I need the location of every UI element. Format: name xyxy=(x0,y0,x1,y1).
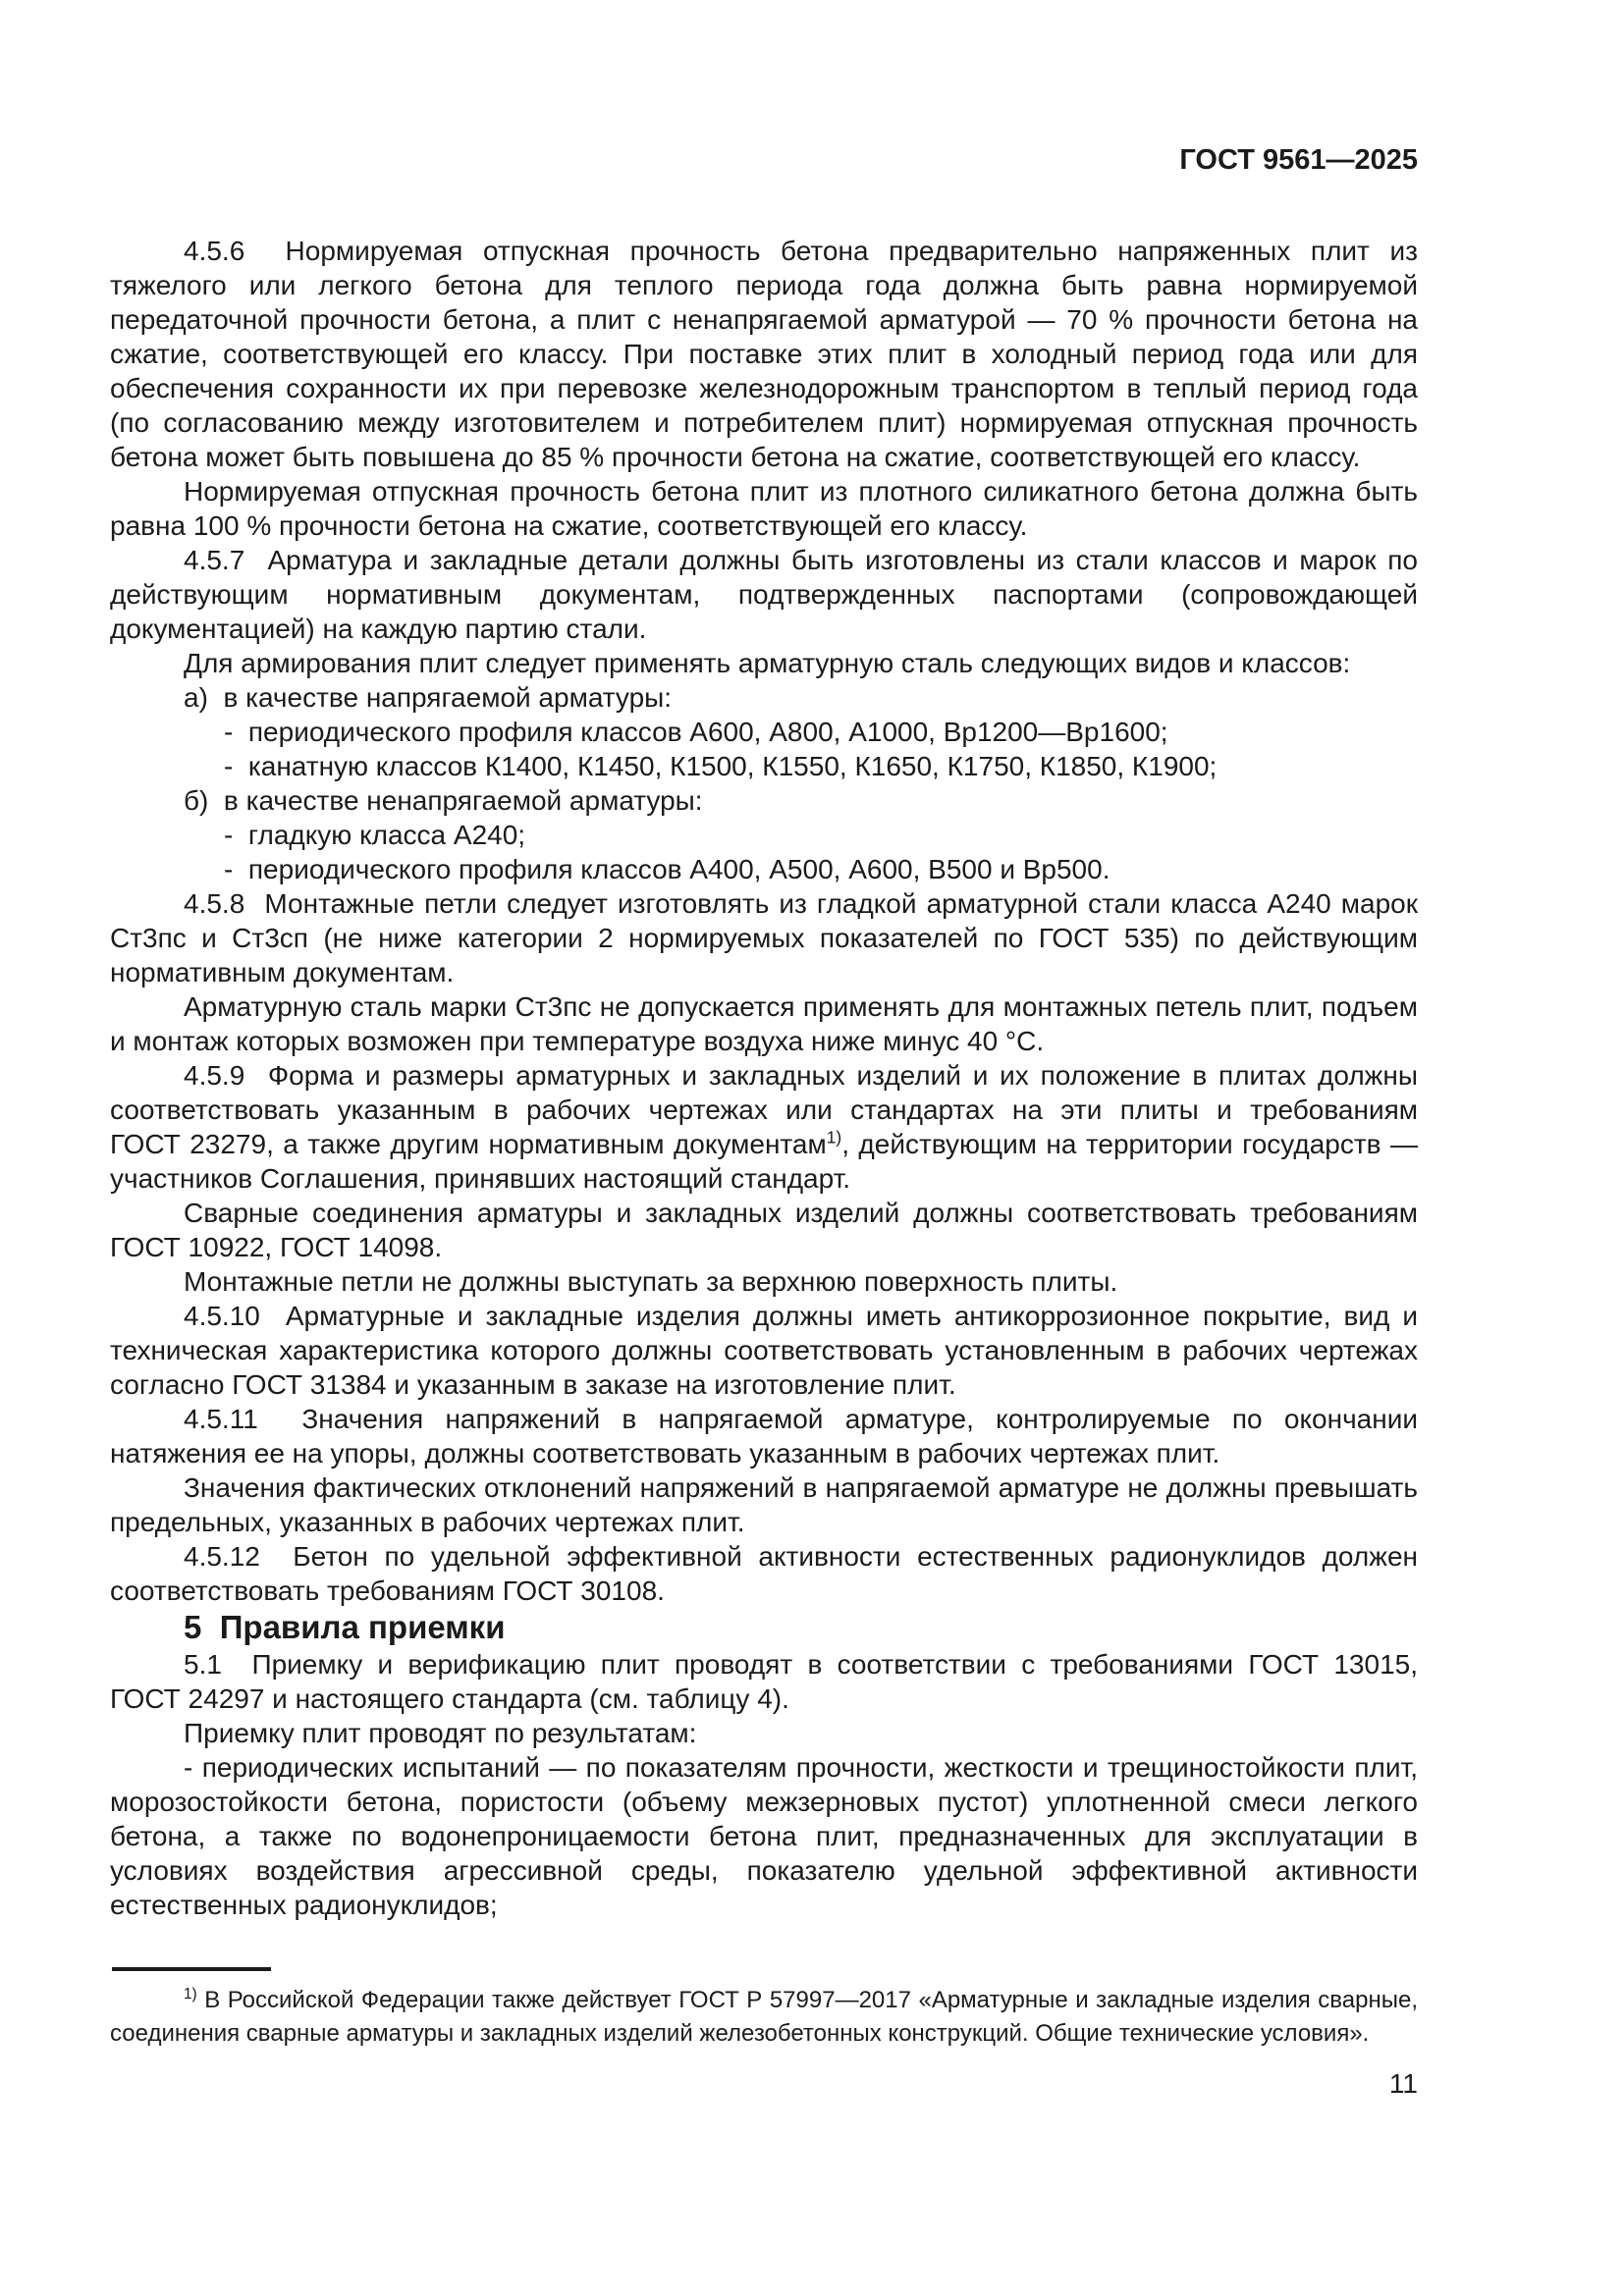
list-item: б) в качестве ненапрягаемой арматуры: xyxy=(184,785,703,816)
paragraph: Арматурную сталь марки Ст3пс не допускается применять для монтажных петель плит, подъем и монтаж которых возможен при температуре воздуха ниже минус 40 °С. xyxy=(110,991,1418,1056)
paragraph: Нормируемая отпускная прочность бетона плит из плотного силикатного бетона должна быть равна 100 % прочности бетона на сжатие, соответствующей его классу. xyxy=(110,476,1418,541)
list-item: - канатную классов К1400, К1450, К1500, К1550, К1650, К1750, К1850, К1900; xyxy=(224,751,1218,781)
paragraph: 4.5.12 Бетон по удельной эффективной активности естественных радионуклидов должен соответствовать требованиям ГОСТ 30108. xyxy=(110,1541,1418,1606)
document-body xyxy=(110,234,1418,1922)
section-heading: 5 Правила приемки xyxy=(184,1609,506,1645)
paragraph: Для армирования плит следует применять арматурную сталь следующих видов и классов: xyxy=(184,648,1351,678)
page-number: 11 xyxy=(1388,2068,1418,2099)
paragraph: Сварные соединения арматуры и закладных изделий должны соответствовать требованиям ГОСТ 10922, ГОСТ 14098. xyxy=(110,1198,1418,1262)
paragraph: 4.5.8 Монтажные петли следует изготовлять из гладкой арматурной стали класса А240 марок Ст3пс и Ст3сп (не ниже категории 2 нормируемых показателей по ГОСТ 535) по действующим нормативным документам. xyxy=(110,888,1418,988)
paragraph: 4.5.10 Арматурные и закладные изделия должны иметь антикоррозионное покрытие, вид и техническая характеристика которого должны соответствовать установленным в рабочих чертежах согласно ГОСТ 31384 и указанным в заказе на изготовление плит. xyxy=(110,1301,1418,1400)
paragraph: Монтажные петли не должны выступать за верхнюю поверхность плиты. xyxy=(184,1266,1118,1297)
running-header: ГОСТ 9561—2025 xyxy=(1179,144,1418,176)
footnote-text xyxy=(110,1984,1418,2051)
footnote-area xyxy=(110,1967,1418,2051)
list-item: - периодического профиля классов А600, А800, А1000, Вр1200—Вр1600; xyxy=(224,717,1168,747)
paragraph: Значения фактических отклонений напряжений в напрягаемой арматуре не должны превышать предельных, указанных в рабочих чертежах плит. xyxy=(110,1472,1418,1537)
list-item: а) в качестве напрягаемой арматуры: xyxy=(184,682,673,713)
list-item: - гладкую класса А240; xyxy=(224,820,526,850)
paragraph: Приемку плит проводят по результатам: xyxy=(184,1718,697,1748)
paragraph: - периодических испытаний — по показателям прочности, жесткости и трещиностойкости плит, морозостойкости бетона, пористости (объему межзерновых пустот) уплотненной смеси легкого бетона, а также по водонепроницаемости бетона плит, предназначенных для эксплуатации в условиях воздействия агрессивной среды, показателю удельной эффективной активности естественных радионуклидов; xyxy=(110,1752,1418,1920)
paragraph: 4.5.9 Форма и размеры арматурных и закладных изделий и их положение в плитах должны соответствовать указанным в рабочих чертежах или стандартах на эти плиты и требованиям ГОСТ 23279, а также другим нормативным документам$^{1)}$, действующим на территории государств — участников Соглашения, принявших настоящий стандарт. xyxy=(110,1060,1419,1194)
footnote-marker: 1) xyxy=(184,1986,197,2002)
paragraph: 4.5.6 Нормируемая отпускная прочность бетона предварительно напряженных плит из тяжелого или легкого бетона для теплого периода года должна быть равна нормируемой передаточной прочности бетона, а плит с ненапрягаемой арматурой — 70 % прочности бетона на сжатие, соответствующей его классу. При поставке этих плит в холодный период года или для обеспечения сохранности их при перевозке железнодорожным транспортом в теплый период года (по согласованию между изготовителем и потребителем плит) нормируемая отпускная прочность бетона может быть повышена до 85 % прочности бетона на сжатие, соответствующей его классу. xyxy=(110,236,1418,472)
footnote-body: В Российской Федерации также действует ГОСТ Р 57997—2017 «Арматурные и закладные изделия сварные, соединения сварные арматуры и закладных изделий железобетонных конструкций. Общие технические условия». xyxy=(110,1987,1418,2047)
paragraph: 4.5.11 Значения напряжений в напрягаемой арматуре, контролируемые по окончании натяжения ее на упоры, должны соответствовать указанным в рабочих чертежах плит. xyxy=(110,1404,1418,1468)
footnote-rule xyxy=(112,1967,271,1971)
footnote-reference: 1) xyxy=(826,1127,842,1148)
paragraph: 5.1 Приемку и верификацию плит проводят в соответствии с требованиями ГОСТ 13015, ГОСТ 24297 и настоящего стандарта (см. таблицу 4). xyxy=(110,1649,1418,1714)
list-item: - периодического профиля классов А400, А500, А600, В500 и Вр500. xyxy=(224,854,1110,884)
paragraph: 4.5.7 Арматура и закладные детали должны быть изготовлены из стали классов и марок по действующим нормативным документам, подтвержденных паспортами (сопровождающей документацией) на каждую партию стали. xyxy=(110,545,1418,644)
